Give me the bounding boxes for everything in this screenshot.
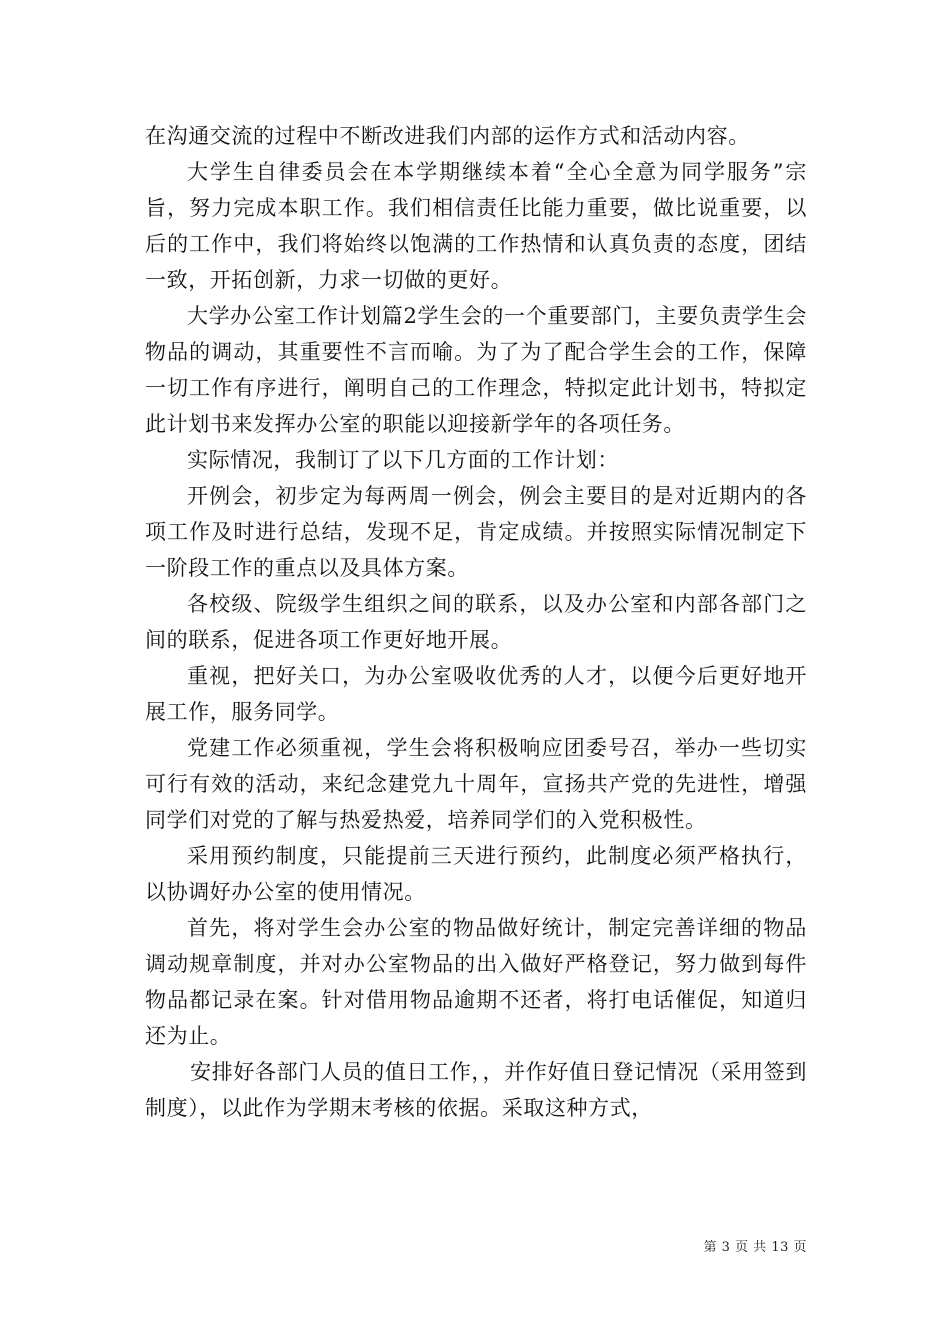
paragraph-reservation-system: 采用预约制度，只能提前三天进行预约，此制度必须严格执行，以协调好办公室的使用情况。 bbox=[145, 844, 807, 904]
paragraph-office-plan-intro: 大学办公室工作计划篇2学生会的一个重要部门，主要负责学生会物品的调动，其重要性不言而喻。为了为了配合学生会的工作，保障一切工作有序进行，阐明自己的工作理念，特拟定此计划书，特拟定此计划书来发挥办公室的职能以迎接新学年的各项任务。 bbox=[145, 304, 807, 436]
paragraph-continuation: 在沟通交流的过程中不断改进我们内部的运作方式和活动内容。 bbox=[145, 124, 750, 148]
paragraph-duty-roster: 安排好各部门人员的值日工作，，并作好值日登记情况（采用签到制度），以此作为学期末考核的依据。采取这种方式， bbox=[145, 1060, 807, 1120]
paragraph-party-building: 党建工作必须重视，学生会将积极响应团委号召，举办一些切实可行有效的活动，来纪念建党九十周年，宣扬共产党的先进性，增强同学们对党的了解与热爱热爱，培养同学们的入党积极性。 bbox=[145, 736, 807, 832]
paragraph-self-discipline-committee: 大学生自律委员会在本学期继续本着“全心全意为同学服务”宗旨，努力完成本职工作。我们相信责任比能力重要，做比说重要，以后的工作中，我们将始终以饱满的工作热情和认真负责的态度，团结一致，开拓创新，力求一切做的更好。 bbox=[145, 160, 807, 292]
paragraph-plan-overview: 实际情况，我制订了以下几方面的工作计划： bbox=[187, 448, 619, 472]
paragraph-inventory: 首先，将对学生会办公室的物品做好统计，制定完善详细的物品调动规章制度，并对办公室物品的出入做好严格登记，努力做到每件物品都记录在案。针对借用物品逾期不还者，将打电话催促，知道归还为止。 bbox=[145, 916, 807, 1048]
document-body bbox=[145, 118, 807, 1126]
paragraph-recruitment: 重视，把好关口，为办公室吸收优秀的人才，以便今后更好地开展工作，服务同学。 bbox=[145, 664, 807, 724]
paragraph-regular-meetings: 开例会，初步定为每两周一例会，例会主要目的是对近期内的各项工作及时进行总结，发现不足，肯定成绩。并按照实际情况制定下一阶段工作的重点以及具体方案。 bbox=[145, 484, 807, 580]
paragraph-liaison: 各校级、院级学生组织之间的联系，以及办公室和内部各部门之间的联系，促进各项工作更好地开展。 bbox=[145, 592, 807, 652]
page-number-footer: 第 3 页 共 13 页 bbox=[703, 1240, 807, 1255]
